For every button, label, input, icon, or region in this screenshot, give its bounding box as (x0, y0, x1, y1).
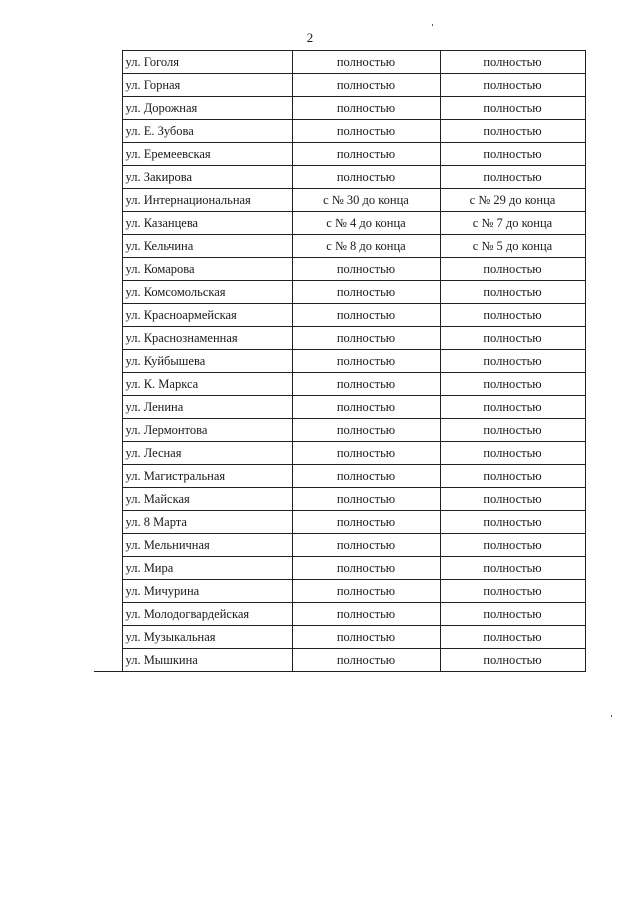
coverage-cell-a: полностью (292, 327, 440, 350)
table-row (94, 649, 585, 672)
table-row (94, 534, 585, 557)
table-row (94, 143, 585, 166)
street-name-cell: ул. 8 Марта (122, 511, 292, 534)
row-number-cell (94, 442, 122, 465)
coverage-cell-b: полностью (440, 350, 585, 373)
table-row (94, 580, 585, 603)
table-row (94, 97, 585, 120)
coverage-cell-b: полностью (440, 258, 585, 281)
coverage-cell-b: полностью (440, 649, 585, 672)
streets-table (94, 50, 586, 672)
coverage-cell-b: полностью (440, 534, 585, 557)
street-name-cell: ул. Комсомольская (122, 281, 292, 304)
row-number-cell (94, 465, 122, 488)
row-number-cell (94, 258, 122, 281)
street-name-cell: ул. Закирова (122, 166, 292, 189)
scan-speck (432, 24, 433, 26)
coverage-cell-b: полностью (440, 419, 585, 442)
table-row (94, 120, 585, 143)
street-name-cell: ул. Мышкина (122, 649, 292, 672)
row-number-cell (94, 649, 122, 672)
row-number-cell (94, 281, 122, 304)
coverage-cell-b: с № 29 до конца (440, 189, 585, 212)
row-number-cell (94, 488, 122, 511)
street-name-cell: ул. Горная (122, 74, 292, 97)
coverage-cell-a: полностью (292, 626, 440, 649)
row-number-cell (94, 304, 122, 327)
coverage-cell-a: полностью (292, 534, 440, 557)
coverage-cell-a: полностью (292, 143, 440, 166)
coverage-cell-b: полностью (440, 373, 585, 396)
row-number-cell (94, 166, 122, 189)
row-number-cell (94, 143, 122, 166)
scan-speck (611, 715, 612, 717)
coverage-cell-a: полностью (292, 603, 440, 626)
row-number-cell (94, 603, 122, 626)
coverage-cell-b: полностью (440, 304, 585, 327)
street-name-cell: ул. К. Маркса (122, 373, 292, 396)
street-name-cell: ул. Мичурина (122, 580, 292, 603)
coverage-cell-a: с № 4 до конца (292, 212, 440, 235)
coverage-cell-a: полностью (292, 166, 440, 189)
coverage-cell-b: полностью (440, 396, 585, 419)
coverage-cell-b: полностью (440, 166, 585, 189)
row-number-cell (94, 235, 122, 258)
coverage-cell-b: полностью (440, 488, 585, 511)
coverage-cell-b: полностью (440, 74, 585, 97)
table-row (94, 396, 585, 419)
table-row (94, 442, 585, 465)
table-row (94, 189, 585, 212)
table-row (94, 166, 585, 189)
table-row (94, 373, 585, 396)
street-name-cell: ул. Майская (122, 488, 292, 511)
coverage-cell-a: полностью (292, 304, 440, 327)
table-row (94, 74, 585, 97)
row-number-cell (94, 74, 122, 97)
coverage-cell-a: полностью (292, 580, 440, 603)
coverage-cell-a: полностью (292, 258, 440, 281)
coverage-cell-a: полностью (292, 488, 440, 511)
coverage-cell-b: полностью (440, 626, 585, 649)
page-number: 2 (306, 30, 314, 45)
street-name-cell: ул. Молодогвардейская (122, 603, 292, 626)
coverage-cell-b: полностью (440, 120, 585, 143)
street-name-cell: ул. Куйбышева (122, 350, 292, 373)
street-name-cell: ул. Красноармейская (122, 304, 292, 327)
coverage-cell-a: с № 8 до конца (292, 235, 440, 258)
coverage-cell-a: полностью (292, 465, 440, 488)
street-name-cell: ул. Ленина (122, 396, 292, 419)
table-row (94, 235, 585, 258)
table-row (94, 51, 585, 74)
coverage-cell-b: полностью (440, 557, 585, 580)
row-number-cell (94, 534, 122, 557)
table-row (94, 212, 585, 235)
coverage-cell-b: полностью (440, 281, 585, 304)
row-number-cell (94, 580, 122, 603)
row-number-cell (94, 626, 122, 649)
row-number-cell (94, 189, 122, 212)
coverage-cell-a: полностью (292, 120, 440, 143)
row-number-cell (94, 350, 122, 373)
row-number-cell (94, 212, 122, 235)
table-row (94, 603, 585, 626)
street-name-cell: ул. Мельничная (122, 534, 292, 557)
street-name-cell: ул. Комарова (122, 258, 292, 281)
row-number-cell (94, 373, 122, 396)
street-name-cell: ул. Магистральная (122, 465, 292, 488)
street-name-cell: ул. Лермонтова (122, 419, 292, 442)
table-row (94, 327, 585, 350)
street-name-cell: ул. Лесная (122, 442, 292, 465)
coverage-cell-b: полностью (440, 603, 585, 626)
table-row (94, 488, 585, 511)
coverage-cell-a: полностью (292, 281, 440, 304)
row-number-cell (94, 557, 122, 580)
row-number-cell (94, 120, 122, 143)
row-number-cell (94, 396, 122, 419)
street-name-cell: ул. Е. Зубова (122, 120, 292, 143)
coverage-cell-a: полностью (292, 350, 440, 373)
coverage-cell-b: полностью (440, 511, 585, 534)
street-name-cell: ул. Кельчина (122, 235, 292, 258)
table-row (94, 557, 585, 580)
streets-table-body (94, 51, 585, 672)
coverage-cell-b: с № 7 до конца (440, 212, 585, 235)
row-number-cell (94, 327, 122, 350)
coverage-cell-a: полностью (292, 97, 440, 120)
coverage-cell-a: полностью (292, 396, 440, 419)
street-name-cell: ул. Мира (122, 557, 292, 580)
table-row (94, 465, 585, 488)
street-name-cell: ул. Казанцева (122, 212, 292, 235)
coverage-cell-b: полностью (440, 442, 585, 465)
coverage-cell-a: полностью (292, 557, 440, 580)
table-row (94, 258, 585, 281)
coverage-cell-b: полностью (440, 580, 585, 603)
table-row (94, 304, 585, 327)
coverage-cell-a: полностью (292, 373, 440, 396)
coverage-cell-a: с № 30 до конца (292, 189, 440, 212)
coverage-cell-a: полностью (292, 649, 440, 672)
table-row (94, 511, 585, 534)
coverage-cell-a: полностью (292, 442, 440, 465)
coverage-cell-b: с № 5 до конца (440, 235, 585, 258)
street-name-cell: ул. Краснознаменная (122, 327, 292, 350)
coverage-cell-b: полностью (440, 465, 585, 488)
table-row (94, 419, 585, 442)
street-name-cell: ул. Музыкальная (122, 626, 292, 649)
row-number-cell (94, 97, 122, 120)
street-name-cell: ул. Интернациональная (122, 189, 292, 212)
coverage-cell-a: полностью (292, 74, 440, 97)
row-number-cell (94, 51, 122, 74)
street-name-cell: ул. Гоголя (122, 51, 292, 74)
coverage-cell-a: полностью (292, 51, 440, 74)
street-name-cell: ул. Еремеевская (122, 143, 292, 166)
coverage-cell-a: полностью (292, 419, 440, 442)
coverage-cell-a: полностью (292, 511, 440, 534)
row-number-cell (94, 511, 122, 534)
street-name-cell: ул. Дорожная (122, 97, 292, 120)
row-number-cell (94, 419, 122, 442)
coverage-cell-b: полностью (440, 327, 585, 350)
table-row (94, 281, 585, 304)
coverage-cell-b: полностью (440, 143, 585, 166)
coverage-cell-b: полностью (440, 51, 585, 74)
coverage-cell-b: полностью (440, 97, 585, 120)
table-row (94, 626, 585, 649)
table-row (94, 350, 585, 373)
